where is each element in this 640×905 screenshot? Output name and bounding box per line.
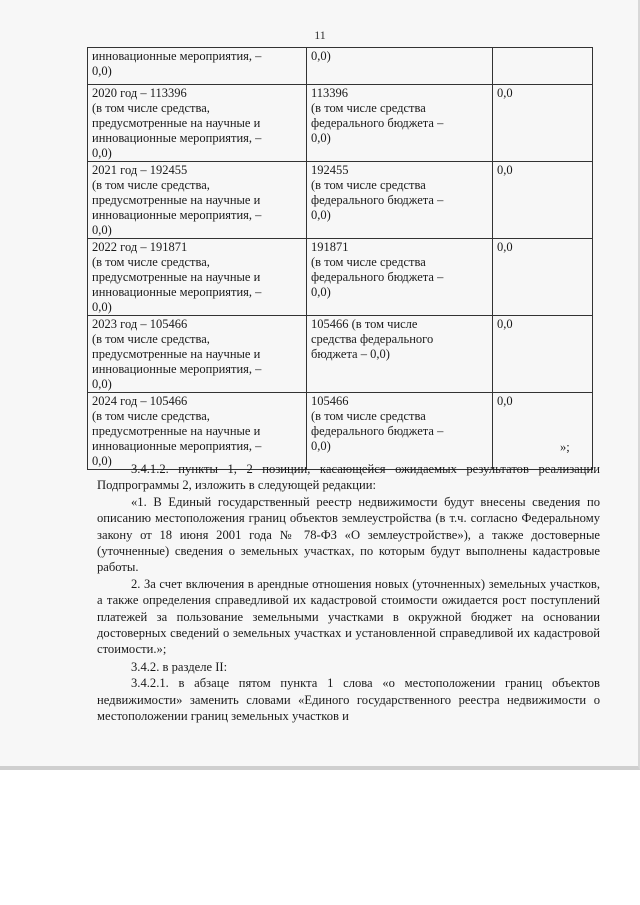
cell-line: 2024 год – 105466: [92, 394, 188, 408]
cell-line: 105466: [311, 394, 349, 408]
cell-line: 2023 год – 105466: [92, 317, 188, 331]
cell-line: 0,0): [92, 146, 112, 160]
cell-line: (в том числе средства: [311, 178, 426, 192]
table-cell-col3: [493, 316, 593, 393]
paragraph-result-2: 2. За счет включения в арендные отношения новых (уточненных) земельных участков, а также определения справедливой их кадастровой стоимости ожидается рост поступлений платежей за пользование земельными участками в окружной бюджет на основании достоверных сведений о земельных участках и установленной справедливой их кадастровой стоимости.»;: [97, 576, 600, 657]
cell-line: (в том числе средства: [311, 101, 426, 115]
table-row: [88, 48, 593, 85]
cell-line: 0,0): [311, 131, 331, 145]
table-row: [88, 85, 593, 162]
cell-line: 0,0): [311, 208, 331, 222]
cell-line: (в том числе средства,: [92, 409, 210, 423]
table-row: [88, 316, 593, 393]
cell-line: (в том числе средства,: [92, 101, 210, 115]
table-cell-col3: [493, 85, 593, 162]
cell-line: инновационные мероприятия, –: [92, 131, 262, 145]
cell-line: инновационные мероприятия, –: [92, 362, 262, 376]
cell-line: предусмотренные на научные и: [92, 116, 261, 130]
table-cell-col3: [493, 48, 593, 85]
table-cell-col2: [307, 162, 493, 239]
table-cell-col1: [88, 162, 307, 239]
cell-line: федерального бюджета –: [311, 424, 444, 438]
cell-line: 0,0: [497, 317, 513, 331]
cell-line: (в том числе средства: [311, 255, 426, 269]
table-cell-col2: [307, 85, 493, 162]
table-cell-col3: [493, 239, 593, 316]
table-cell-col1: [88, 48, 307, 85]
table-closing-mark: »;: [560, 440, 570, 454]
paragraph-3-4-1-2: 3.4.1.2. пункты 1, 2 позиции, касающейся ожидаемых результатов реализации Подпрограммы 2, изложить в следующей редакции:: [97, 462, 600, 493]
cell-line: 113396: [311, 86, 349, 100]
cell-line: 0,0): [92, 300, 112, 314]
cell-line: 0,0: [497, 240, 513, 254]
cell-line: предусмотренные на научные и: [92, 347, 261, 361]
cell-line: федерального бюджета –: [311, 116, 444, 130]
cell-line: 0,0): [311, 439, 331, 453]
cell-line: 105466 (в том числе: [311, 317, 418, 331]
cell-line: 0,0): [311, 49, 331, 63]
table-row: [88, 162, 593, 239]
cell-line: 2020 год – 113396: [92, 86, 187, 100]
page-number: 11: [314, 28, 326, 42]
cell-line: 192455: [311, 163, 349, 177]
cell-line: федерального бюджета –: [311, 193, 444, 207]
cell-line: 0,0): [92, 223, 112, 237]
cell-line: 0,0: [497, 163, 513, 177]
table-cell-col2: [307, 48, 493, 85]
cell-line: (в том числе средства: [311, 409, 426, 423]
body-text: [97, 461, 600, 725]
table-cell-col2: [307, 239, 493, 316]
cell-line: 0,0): [92, 377, 112, 391]
cell-line: 0,0): [311, 285, 331, 299]
paragraph-3-4-2-1: 3.4.2.1. в абзаце пятом пункта 1 слова «о местоположении границ объектов недвижимости» заменить словами «Единого государственного реестра недвижимости о местоположении границ земельных участков и: [97, 676, 600, 724]
paragraph-3-4-2: 3.4.2. в разделе II:: [131, 659, 228, 674]
cell-line: 0,0): [92, 454, 112, 468]
cell-line: предусмотренные на научные и: [92, 424, 261, 438]
cell-line: предусмотренные на научные и: [92, 193, 261, 207]
cell-line: инновационные мероприятия, –: [92, 285, 262, 299]
cell-line: 2022 год – 191871: [92, 240, 188, 254]
cell-line: 0,0): [92, 64, 112, 78]
paragraph-result-1: «1. В Единый государственный реестр недвижимости будут внесены сведения по описанию местоположения границ объектов землеустройства (в т.ч. согласно Федеральному закону от 18 июня 2001 года № 78-ФЗ «О землеустройстве»), а также достоверные (уточненные) сведения о земельных участках, по которым будут выполнены кадастровые работы.: [97, 494, 600, 575]
budget-table: [87, 47, 593, 470]
table-cell-col3: [493, 162, 593, 239]
cell-line: 0,0: [497, 86, 513, 100]
cell-line: (в том числе средства,: [92, 178, 210, 192]
cell-line: инновационные мероприятия, –: [92, 439, 262, 453]
cell-line: 2021 год – 192455: [92, 163, 188, 177]
cell-line: средства федерального: [311, 332, 434, 346]
cell-line: инновационные мероприятия, –: [92, 49, 262, 63]
table-cell-col2: [307, 393, 493, 470]
cell-line: предусмотренные на научные и: [92, 270, 261, 284]
table-cell-col3: [493, 393, 593, 470]
cell-line: федерального бюджета –: [311, 270, 444, 284]
table-cell-col1: [88, 85, 307, 162]
table-cell-col1: [88, 239, 307, 316]
table-cell-col1: [88, 393, 307, 470]
table-row: [88, 239, 593, 316]
table-cell-col1: [88, 316, 307, 393]
cell-line: 0,0: [497, 394, 513, 408]
cell-line: 191871: [311, 240, 349, 254]
cell-line: инновационные мероприятия, –: [92, 208, 262, 222]
table-cell-col2: [307, 316, 493, 393]
table-row: [88, 393, 593, 470]
cell-line: (в том числе средства,: [92, 255, 210, 269]
cell-line: (в том числе средства,: [92, 332, 210, 346]
cell-line: бюджета – 0,0): [311, 347, 390, 361]
